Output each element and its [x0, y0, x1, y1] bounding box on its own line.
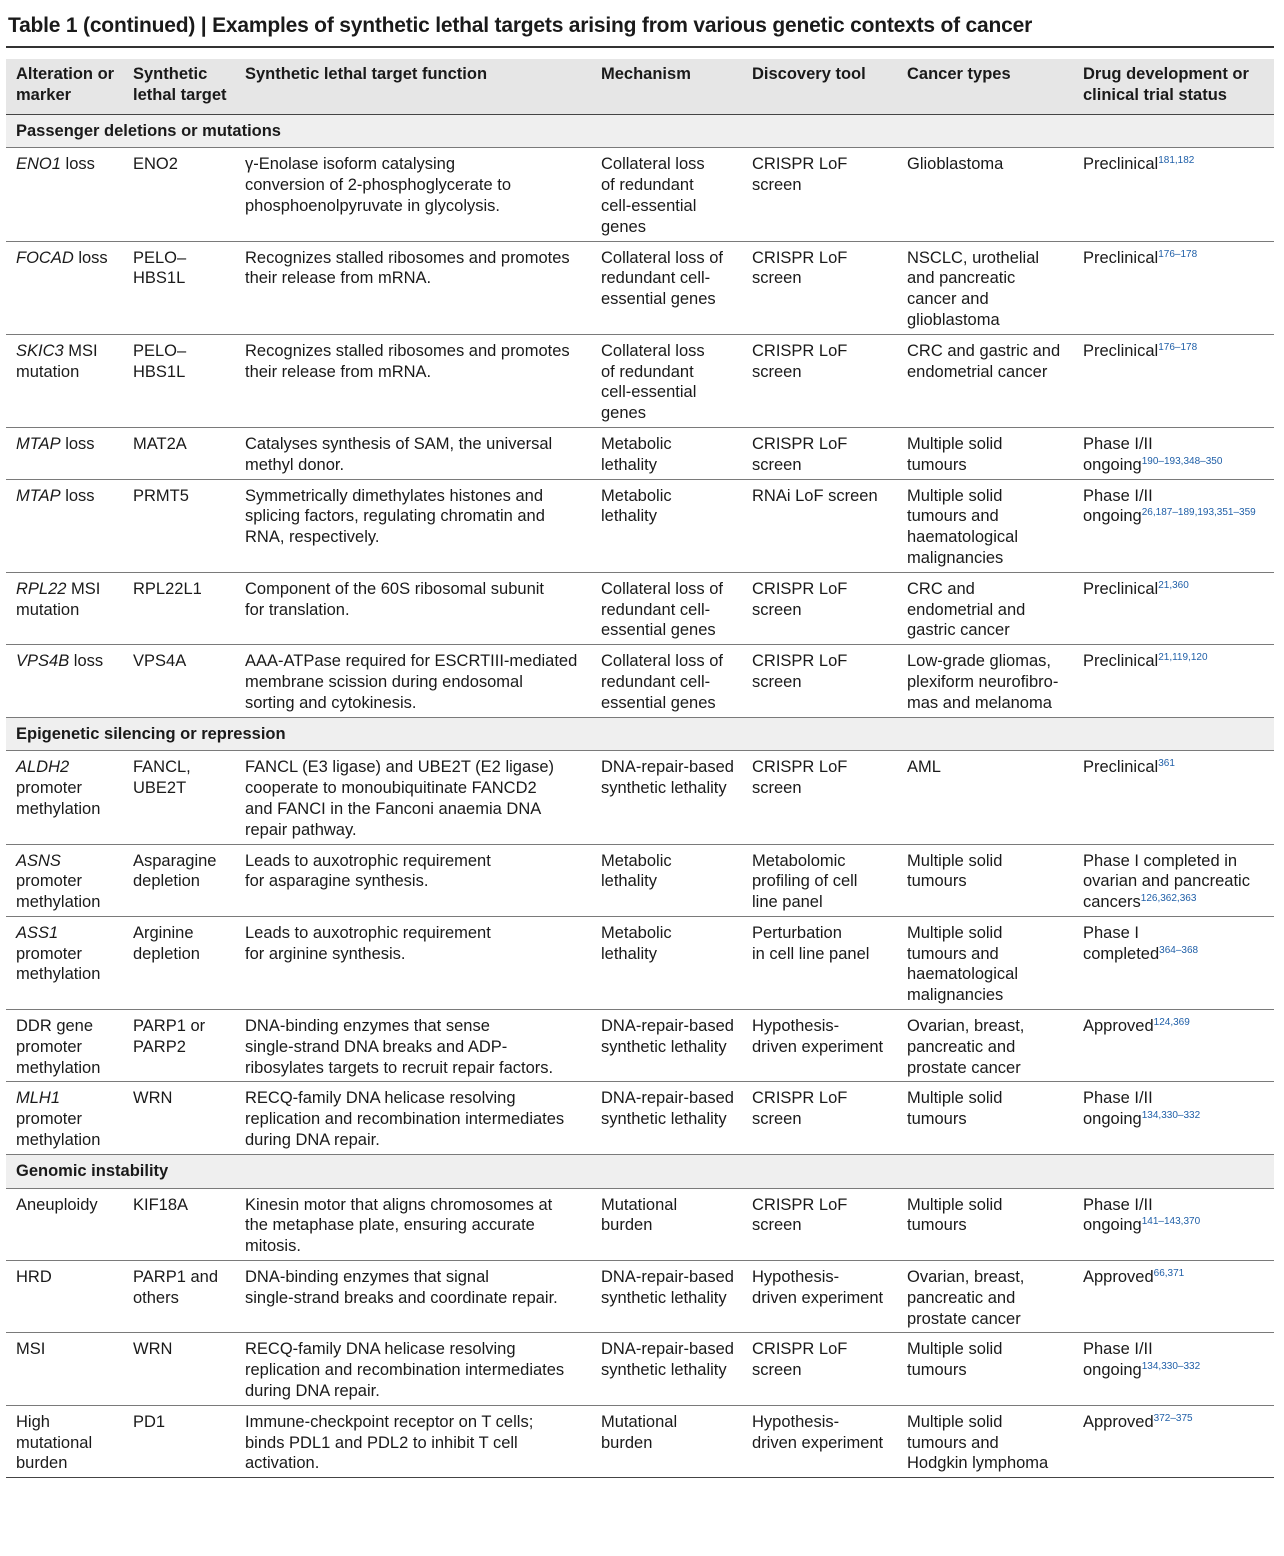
- status-text: Phase I/II ongoing: [1083, 1089, 1153, 1129]
- table-row: [6, 241, 1274, 334]
- cell-mechanism: DNA-repair-based synthetic lethality: [591, 1261, 742, 1333]
- cell-function: DNA-binding enzymes that signal single-strand breaks and coordinate repair.: [235, 1261, 591, 1333]
- cell-function: DNA-binding enzymes that sense single-strand DNA breaks and ADP- ribosylates targets to recruit repair factors.: [235, 1010, 591, 1082]
- alteration-text: promoter methylation: [16, 944, 101, 984]
- cell-target: KIF18A: [123, 1188, 235, 1260]
- cell-mechanism: Mutational burden: [591, 1188, 742, 1260]
- cell-target: PELO–HBS1L: [123, 334, 235, 427]
- cell-function: AAA-ATPase required for ESCRTIII-mediated membrane scission during endosomal sorting and cytokinesis.: [235, 645, 591, 717]
- cell-status: [1073, 1082, 1274, 1154]
- cell-cancer-types: Multiple solid tumours: [897, 427, 1073, 479]
- section-header-row: [6, 1154, 1274, 1188]
- alteration-text: loss: [60, 486, 95, 505]
- cell-target: VPS4A: [123, 645, 235, 717]
- cell-alteration: [6, 334, 123, 427]
- gene-name: RPL22: [16, 579, 67, 598]
- cell-alteration: [6, 572, 123, 644]
- cell-cancer-types: Ovarian, breast, pancreatic and prostate cancer: [897, 1010, 1073, 1082]
- reference-link[interactable]: 21,119,120: [1158, 652, 1208, 664]
- cell-mechanism: Metabolic lethality: [591, 916, 742, 1009]
- cell-discovery-tool: Perturbation in cell line panel: [742, 916, 897, 1009]
- cell-function: Leads to auxotrophic requirement for asparagine synthesis.: [235, 844, 591, 916]
- cell-cancer-types: Low-grade gliomas, plexiform neurofibro- mas and melanoma: [897, 645, 1073, 717]
- cell-status: [1073, 1010, 1274, 1082]
- gene-name: ENO1: [16, 155, 61, 174]
- table-caption: Table 1 (continued) | Examples of synthetic lethal targets arising from various genetic contexts of cancer: [8, 14, 1033, 37]
- gene-name: ASNS: [16, 851, 61, 870]
- cell-cancer-types: CRC and gastric and endometrial cancer: [897, 334, 1073, 427]
- reference-link[interactable]: 66,371: [1153, 1268, 1185, 1280]
- reference-link[interactable]: 361: [1158, 758, 1175, 770]
- col-header-cancer-types: Cancer types: [897, 59, 1073, 114]
- cell-mechanism: Metabolic lethality: [591, 479, 742, 572]
- cell-discovery-tool: CRISPR LoF screen: [742, 751, 897, 844]
- cell-alteration: [6, 1082, 123, 1154]
- cell-discovery-tool: RNAi LoF screen: [742, 479, 897, 572]
- cell-mechanism: DNA-repair-based synthetic lethality: [591, 751, 742, 844]
- status-text: Phase I completed in ovarian and pancreatic cancers: [1083, 851, 1250, 912]
- reference-link[interactable]: 141–143,370: [1141, 1216, 1201, 1228]
- cell-discovery-tool: CRISPR LoF screen: [742, 427, 897, 479]
- cell-function: RECQ-family DNA helicase resolving replication and recombination intermediates during DNA repair.: [235, 1333, 591, 1405]
- cell-cancer-types: CRC and endometrial and gastric cancer: [897, 572, 1073, 644]
- cell-function: Recognizes stalled ribosomes and promotes their release from mRNA.: [235, 334, 591, 427]
- section-title: Passenger deletions or mutations: [6, 114, 1274, 148]
- gene-name: ALDH2: [16, 758, 70, 777]
- table-row: [6, 916, 1274, 1009]
- cell-alteration: [6, 844, 123, 916]
- reference-link[interactable]: 26,187–189,193,351–359: [1141, 507, 1256, 519]
- col-header-mechanism: Mechanism: [591, 59, 742, 114]
- cell-mechanism: DNA-repair-based synthetic lethality: [591, 1010, 742, 1082]
- gene-name: FOCAD: [16, 248, 74, 267]
- reference-link[interactable]: 190–193,348–350: [1141, 455, 1223, 467]
- cell-discovery-tool: Hypothesis- driven experiment: [742, 1405, 897, 1477]
- section-title: Genomic instability: [6, 1154, 1274, 1188]
- status-text: Preclinical: [1083, 155, 1159, 174]
- header-row: [6, 59, 1274, 114]
- cell-function: Symmetrically dimethylates histones and splicing factors, regulating chromatin and RNA, respectively.: [235, 479, 591, 572]
- cell-target: PD1: [123, 1405, 235, 1477]
- cell-cancer-types: Multiple solid tumours: [897, 1188, 1073, 1260]
- cell-cancer-types: Multiple solid tumours: [897, 1082, 1073, 1154]
- table-row: [6, 751, 1274, 844]
- cell-cancer-types: Multiple solid tumours: [897, 844, 1073, 916]
- section-header-row: [6, 114, 1274, 148]
- cell-cancer-types: Multiple solid tumours and haematological malignancies: [897, 916, 1073, 1009]
- cell-status: [1073, 1188, 1274, 1260]
- cell-function: FANCL (E3 ligase) and UBE2T (E2 ligase) cooperate to monoubiquitinate FANCD2 and FANCI in the Fanconi anaemia DNA repair pathway.: [235, 751, 591, 844]
- cell-target: Arginine depletion: [123, 916, 235, 1009]
- cell-discovery-tool: CRISPR LoF screen: [742, 148, 897, 241]
- cell-alteration: [6, 1261, 123, 1333]
- reference-link[interactable]: 372–375: [1153, 1412, 1193, 1424]
- cell-discovery-tool: Hypothesis- driven experiment: [742, 1010, 897, 1082]
- cell-target: PELO–HBS1L: [123, 241, 235, 334]
- reference-link[interactable]: 181,182: [1158, 155, 1195, 167]
- cell-function: Immune-checkpoint receptor on T cells; binds PDL1 and PDL2 to inhibit T cell activation.: [235, 1405, 591, 1477]
- cell-function: γ-Enolase isoform catalysing conversion of 2-phosphoglycerate to phosphoenolpyruvate in glycolysis.: [235, 148, 591, 241]
- alteration-text: High mutational burden: [16, 1412, 93, 1473]
- cell-status: [1073, 241, 1274, 334]
- col-header-discovery-tool: Discovery tool: [742, 59, 897, 114]
- cell-alteration: [6, 916, 123, 1009]
- cell-discovery-tool: CRISPR LoF screen: [742, 572, 897, 644]
- alteration-text: DDR gene promoter methylation: [16, 1017, 101, 1077]
- status-text: Preclinical: [1083, 248, 1159, 267]
- table-row: [6, 1188, 1274, 1260]
- table-row: [6, 1405, 1274, 1477]
- caption-rule: [6, 46, 1274, 48]
- gene-name: SKIC3: [16, 341, 64, 360]
- table-row: [6, 572, 1274, 644]
- status-text: Preclinical: [1083, 758, 1159, 777]
- status-text: Approved: [1083, 1412, 1154, 1431]
- table-row: [6, 427, 1274, 479]
- cell-alteration: [6, 427, 123, 479]
- col-header-status: Drug development or clinical trial status: [1073, 59, 1274, 114]
- gene-name: VPS4B: [16, 652, 70, 671]
- cell-discovery-tool: CRISPR LoF screen: [742, 1082, 897, 1154]
- alteration-text: HRD: [16, 1268, 52, 1287]
- alteration-text: MSI mutation: [16, 341, 98, 381]
- cell-alteration: [6, 241, 123, 334]
- status-text: Phase I/II ongoing: [1083, 1195, 1153, 1235]
- cell-function: Catalyses synthesis of SAM, the universal methyl donor.: [235, 427, 591, 479]
- status-text: Preclinical: [1083, 341, 1159, 360]
- alteration-text: loss: [60, 434, 95, 453]
- cell-status: [1073, 479, 1274, 572]
- table-row: [6, 844, 1274, 916]
- alteration-text: promoter methylation: [16, 1110, 101, 1150]
- cell-target: Asparagine depletion: [123, 844, 235, 916]
- cell-function: Kinesin motor that aligns chromosomes at the metaphase plate, ensuring accurate mitosis.: [235, 1188, 591, 1260]
- cell-discovery-tool: CRISPR LoF screen: [742, 1188, 897, 1260]
- table-body: [6, 114, 1274, 1478]
- reference-link[interactable]: 176–178: [1158, 248, 1198, 260]
- cell-status: [1073, 1261, 1274, 1333]
- reference-link[interactable]: 364–368: [1159, 944, 1199, 956]
- table-row: [6, 1333, 1274, 1405]
- cell-discovery-tool: Metabolomic profiling of cell line panel: [742, 844, 897, 916]
- cell-mechanism: Collateral loss of redundant cell-essential genes: [591, 148, 742, 241]
- alteration-text: promoter methylation: [16, 779, 101, 818]
- cell-target: PARP1 or PARP2: [123, 1010, 235, 1082]
- status-text: Phase I/II ongoing: [1083, 1340, 1153, 1380]
- table-row: [6, 148, 1274, 241]
- reference-link[interactable]: 124,369: [1153, 1017, 1190, 1029]
- cell-status: [1073, 1333, 1274, 1405]
- synthetic-lethal-targets-table: [6, 59, 1274, 1478]
- status-text: Approved: [1083, 1268, 1154, 1287]
- table-row: [6, 334, 1274, 427]
- reference-link[interactable]: 176–178: [1158, 341, 1198, 353]
- reference-link[interactable]: 134,330–332: [1141, 1361, 1201, 1373]
- cell-alteration: [6, 645, 123, 717]
- reference-link[interactable]: 21,360: [1158, 579, 1189, 591]
- cell-cancer-types: NSCLC, urothelial and pancreatic cancer and glioblastoma: [897, 241, 1073, 334]
- cell-target: PRMT5: [123, 479, 235, 572]
- col-header-alteration: Alteration or marker: [6, 59, 123, 114]
- cell-alteration: [6, 148, 123, 241]
- gene-name: MTAP: [16, 486, 61, 505]
- cell-mechanism: Collateral loss of redundant cell-essential genes: [591, 334, 742, 427]
- cell-mechanism: Collateral loss of redundant cell- essential genes: [591, 572, 742, 644]
- cell-alteration: [6, 751, 123, 844]
- cell-status: [1073, 148, 1274, 241]
- cell-status: [1073, 645, 1274, 717]
- cell-function: Component of the 60S ribosomal subunit for translation.: [235, 572, 591, 644]
- status-text: Phase I completed: [1083, 923, 1160, 963]
- cell-discovery-tool: Hypothesis- driven experiment: [742, 1261, 897, 1333]
- gene-name: MTAP: [16, 434, 61, 453]
- cell-discovery-tool: CRISPR LoF screen: [742, 334, 897, 427]
- section-header-row: [6, 717, 1274, 751]
- cell-target: WRN: [123, 1333, 235, 1405]
- table-row: [6, 1010, 1274, 1082]
- cell-alteration: [6, 479, 123, 572]
- status-text: Preclinical: [1083, 652, 1159, 671]
- status-text: Approved: [1083, 1017, 1154, 1036]
- cell-mechanism: Mutational burden: [591, 1405, 742, 1477]
- cell-function: Leads to auxotrophic requirement for arginine synthesis.: [235, 916, 591, 1009]
- cell-cancer-types: AML: [897, 751, 1073, 844]
- cell-status: [1073, 334, 1274, 427]
- status-text: Phase I/II ongoing: [1083, 486, 1153, 526]
- cell-target: MAT2A: [123, 427, 235, 479]
- alteration-text: loss: [60, 155, 95, 174]
- cell-cancer-types: Glioblastoma: [897, 148, 1073, 241]
- status-text: Preclinical: [1083, 579, 1159, 598]
- cell-discovery-tool: CRISPR LoF screen: [742, 241, 897, 334]
- table-row: [6, 479, 1274, 572]
- cell-cancer-types: Ovarian, breast, pancreatic and prostate cancer: [897, 1261, 1073, 1333]
- cell-target: PARP1 and others: [123, 1261, 235, 1333]
- cell-cancer-types: Multiple solid tumours and Hodgkin lymphoma: [897, 1405, 1073, 1477]
- cell-status: [1073, 427, 1274, 479]
- cell-function: Recognizes stalled ribosomes and promotes their release from mRNA.: [235, 241, 591, 334]
- cell-alteration: [6, 1188, 123, 1260]
- col-header-target: Synthetic lethal target: [123, 59, 235, 114]
- gene-name: ASS1: [16, 923, 59, 942]
- table-row: [6, 645, 1274, 717]
- cell-function: RECQ-family DNA helicase resolving replication and recombination intermediates during DNA repair.: [235, 1082, 591, 1154]
- cell-mechanism: Metabolic lethality: [591, 844, 742, 916]
- cell-alteration: [6, 1010, 123, 1082]
- cell-target: ENO2: [123, 148, 235, 241]
- alteration-text: Aneuploidy: [16, 1195, 98, 1214]
- alteration-text: MSI: [16, 1340, 46, 1359]
- reference-link[interactable]: 126,362,363: [1140, 893, 1197, 905]
- cell-alteration: [6, 1405, 123, 1477]
- cell-target: FANCL, UBE2T: [123, 751, 235, 844]
- cell-discovery-tool: CRISPR LoF screen: [742, 645, 897, 717]
- reference-link[interactable]: 134,330–332: [1141, 1110, 1201, 1122]
- table-row: [6, 1082, 1274, 1154]
- cell-status: [1073, 916, 1274, 1009]
- cell-mechanism: Metabolic lethality: [591, 427, 742, 479]
- alteration-text: loss: [69, 652, 104, 671]
- cell-alteration: [6, 1333, 123, 1405]
- alteration-text: MSI mutation: [16, 579, 101, 619]
- table-row: [6, 1261, 1274, 1333]
- cell-mechanism: DNA-repair-based synthetic lethality: [591, 1333, 742, 1405]
- alteration-text: promoter methylation: [16, 872, 101, 912]
- gene-name: MLH1: [16, 1089, 61, 1108]
- status-text: Phase I/II ongoing: [1083, 434, 1153, 474]
- cell-mechanism: Collateral loss of redundant cell- essential genes: [591, 241, 742, 334]
- cell-discovery-tool: CRISPR LoF screen: [742, 1333, 897, 1405]
- cell-status: [1073, 844, 1274, 916]
- cell-cancer-types: Multiple solid tumours and haematological malignancies: [897, 479, 1073, 572]
- cell-target: RPL22L1: [123, 572, 235, 644]
- section-title: Epigenetic silencing or repression: [6, 717, 1274, 751]
- cell-target: WRN: [123, 1082, 235, 1154]
- cell-mechanism: Collateral loss of redundant cell- essential genes: [591, 645, 742, 717]
- cell-cancer-types: Multiple solid tumours: [897, 1333, 1073, 1405]
- cell-mechanism: DNA-repair-based synthetic lethality: [591, 1082, 742, 1154]
- cell-status: [1073, 751, 1274, 844]
- cell-status: [1073, 1405, 1274, 1477]
- alteration-text: loss: [73, 248, 108, 267]
- col-header-function: Synthetic lethal target function: [235, 59, 591, 114]
- cell-status: [1073, 572, 1274, 644]
